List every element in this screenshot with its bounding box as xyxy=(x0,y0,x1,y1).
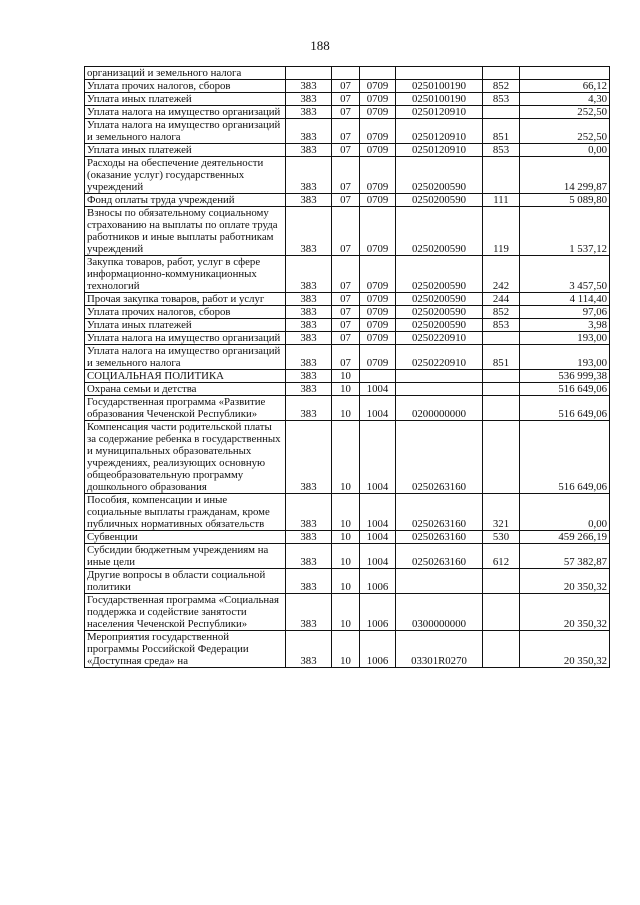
subsection-code-cell: 0709 xyxy=(360,293,396,306)
subsection-code-cell: 0709 xyxy=(360,80,396,93)
ministry-code-cell: 383 xyxy=(286,106,332,119)
amount-cell: 5 089,80 xyxy=(520,194,610,207)
row-name-cell: Субвенции xyxy=(85,531,286,544)
row-name-cell: Субсидии бюджетным учреждениям на иные цели xyxy=(85,544,286,569)
table-row xyxy=(85,332,610,345)
target-article-cell: 0250200590 xyxy=(396,319,483,332)
table-row xyxy=(85,396,610,421)
row-name-cell: Пособия, компенсации и иные социальные выплаты гражданам, кроме публичных нормативных обязательств xyxy=(85,494,286,531)
subsection-code-cell: 1004 xyxy=(360,531,396,544)
subsection-code-cell: 0709 xyxy=(360,207,396,256)
table-row xyxy=(85,207,610,256)
amount-cell: 459 266,19 xyxy=(520,531,610,544)
ministry-code-cell: 383 xyxy=(286,80,332,93)
section-code-cell: 07 xyxy=(332,144,360,157)
amount-cell: 14 299,87 xyxy=(520,157,610,194)
table-row xyxy=(85,80,610,93)
subsection-code-cell: 0709 xyxy=(360,256,396,293)
amount-cell xyxy=(520,67,610,80)
expense-type-cell xyxy=(483,594,520,631)
subsection-code-cell: 1004 xyxy=(360,396,396,421)
expense-type-cell: 242 xyxy=(483,256,520,293)
amount-cell: 193,00 xyxy=(520,332,610,345)
amount-cell: 66,12 xyxy=(520,80,610,93)
ministry-code-cell: 383 xyxy=(286,306,332,319)
expense-type-cell: 851 xyxy=(483,345,520,370)
table-row xyxy=(85,370,610,383)
expense-type-cell: 852 xyxy=(483,80,520,93)
section-code-cell: 10 xyxy=(332,370,360,383)
target-article-cell xyxy=(396,370,483,383)
ministry-code-cell: 383 xyxy=(286,93,332,106)
target-article-cell: 0250100190 xyxy=(396,93,483,106)
section-code-cell: 07 xyxy=(332,207,360,256)
section-code-cell: 10 xyxy=(332,544,360,569)
amount-cell: 4,30 xyxy=(520,93,610,106)
row-name-cell: Мероприятия государственной программы Российской Федерации «Доступная среда» на xyxy=(85,631,286,668)
budget-table xyxy=(84,66,610,668)
table-row xyxy=(85,569,610,594)
row-name-cell: Уплата прочих налогов, сборов xyxy=(85,306,286,319)
target-article-cell: 0250263160 xyxy=(396,494,483,531)
subsection-code-cell: 0709 xyxy=(360,93,396,106)
expense-type-cell: 612 xyxy=(483,544,520,569)
amount-cell: 0,00 xyxy=(520,144,610,157)
target-article-cell: 0250220910 xyxy=(396,345,483,370)
subsection-code-cell xyxy=(360,370,396,383)
expense-type-cell xyxy=(483,157,520,194)
ministry-code-cell: 383 xyxy=(286,370,332,383)
expense-type-cell xyxy=(483,106,520,119)
expense-type-cell xyxy=(483,396,520,421)
section-code-cell: 07 xyxy=(332,80,360,93)
row-name-cell: Фонд оплаты труда учреждений xyxy=(85,194,286,207)
amount-cell: 0,00 xyxy=(520,494,610,531)
subsection-code-cell: 0709 xyxy=(360,319,396,332)
expense-type-cell: 851 xyxy=(483,119,520,144)
subsection-code-cell: 1004 xyxy=(360,494,396,531)
target-article-cell: 0250263160 xyxy=(396,531,483,544)
subsection-code-cell: 0709 xyxy=(360,345,396,370)
subsection-code-cell: 1006 xyxy=(360,594,396,631)
target-article-cell xyxy=(396,67,483,80)
table-row xyxy=(85,319,610,332)
ministry-code-cell: 383 xyxy=(286,256,332,293)
ministry-code-cell: 383 xyxy=(286,544,332,569)
row-name-cell: Государственная программа «Развитие образования Чеченской Республики» xyxy=(85,396,286,421)
section-code-cell: 10 xyxy=(332,396,360,421)
table-row xyxy=(85,306,610,319)
amount-cell: 20 350,32 xyxy=(520,569,610,594)
target-article-cell xyxy=(396,383,483,396)
ministry-code-cell: 383 xyxy=(286,631,332,668)
section-code-cell: 07 xyxy=(332,256,360,293)
amount-cell: 252,50 xyxy=(520,119,610,144)
target-article-cell: 0250263160 xyxy=(396,544,483,569)
section-code-cell: 07 xyxy=(332,194,360,207)
target-article-cell: 0250120910 xyxy=(396,144,483,157)
expense-type-cell xyxy=(483,67,520,80)
amount-cell: 20 350,32 xyxy=(520,631,610,668)
table-row xyxy=(85,119,610,144)
row-name-cell: Прочая закупка товаров, работ и услуг xyxy=(85,293,286,306)
table-row xyxy=(85,157,610,194)
target-article-cell: 03301R0270 xyxy=(396,631,483,668)
row-name-cell: СОЦИАЛЬНАЯ ПОЛИТИКА xyxy=(85,370,286,383)
target-article-cell: 0300000000 xyxy=(396,594,483,631)
budget-table-body xyxy=(85,67,610,668)
expense-type-cell: 853 xyxy=(483,93,520,106)
subsection-code-cell: 0709 xyxy=(360,194,396,207)
ministry-code-cell: 383 xyxy=(286,421,332,494)
subsection-code-cell: 0709 xyxy=(360,157,396,194)
subsection-code-cell: 0709 xyxy=(360,106,396,119)
amount-cell: 97,06 xyxy=(520,306,610,319)
table-row xyxy=(85,106,610,119)
row-name-cell: Уплата прочих налогов, сборов xyxy=(85,80,286,93)
table-row xyxy=(85,421,610,494)
section-code-cell: 10 xyxy=(332,494,360,531)
amount-cell: 4 114,40 xyxy=(520,293,610,306)
row-name-cell: Уплата иных платежей xyxy=(85,319,286,332)
row-name-cell: Закупка товаров, работ, услуг в сфере информационно-коммуникационных технологий xyxy=(85,256,286,293)
ministry-code-cell: 383 xyxy=(286,396,332,421)
ministry-code-cell: 383 xyxy=(286,293,332,306)
section-code-cell: 07 xyxy=(332,106,360,119)
target-article-cell: 0250100190 xyxy=(396,80,483,93)
expense-type-cell xyxy=(483,631,520,668)
expense-type-cell xyxy=(483,569,520,594)
subsection-code-cell: 0709 xyxy=(360,332,396,345)
ministry-code-cell: 383 xyxy=(286,531,332,544)
section-code-cell: 07 xyxy=(332,332,360,345)
target-article-cell: 0200000000 xyxy=(396,396,483,421)
subsection-code-cell: 1006 xyxy=(360,569,396,594)
subsection-code-cell: 1004 xyxy=(360,383,396,396)
subsection-code-cell: 0709 xyxy=(360,306,396,319)
expense-type-cell: 111 xyxy=(483,194,520,207)
row-name-cell: Расходы на обеспечение деятельности (оказание услуг) государственных учреждений xyxy=(85,157,286,194)
section-code-cell: 07 xyxy=(332,157,360,194)
row-name-cell: Государственная программа «Социальная поддержка и содействие занятости населения Чеченской Республики» xyxy=(85,594,286,631)
row-name-cell: Уплата налога на имущество организаций и земельного налога xyxy=(85,345,286,370)
target-article-cell: 0250200590 xyxy=(396,157,483,194)
row-name-cell: Охрана семьи и детства xyxy=(85,383,286,396)
amount-cell: 57 382,87 xyxy=(520,544,610,569)
amount-cell: 1 537,12 xyxy=(520,207,610,256)
ministry-code-cell: 383 xyxy=(286,494,332,531)
table-row xyxy=(85,345,610,370)
ministry-code-cell: 383 xyxy=(286,383,332,396)
section-code-cell: 10 xyxy=(332,631,360,668)
amount-cell: 536 999,38 xyxy=(520,370,610,383)
ministry-code-cell: 383 xyxy=(286,144,332,157)
expense-type-cell xyxy=(483,332,520,345)
target-article-cell: 0250200590 xyxy=(396,194,483,207)
subsection-code-cell: 1004 xyxy=(360,544,396,569)
row-name-cell: Уплата налога на имущество организаций и земельного налога xyxy=(85,119,286,144)
row-name-cell: Другие вопросы в области социальной политики xyxy=(85,569,286,594)
expense-type-cell xyxy=(483,383,520,396)
amount-cell: 193,00 xyxy=(520,345,610,370)
expense-type-cell: 321 xyxy=(483,494,520,531)
table-row xyxy=(85,67,610,80)
ministry-code-cell: 383 xyxy=(286,594,332,631)
row-name-cell: Уплата налога на имущество организаций xyxy=(85,106,286,119)
ministry-code-cell: 383 xyxy=(286,332,332,345)
ministry-code-cell: 383 xyxy=(286,194,332,207)
amount-cell: 3 457,50 xyxy=(520,256,610,293)
table-row xyxy=(85,544,610,569)
expense-type-cell: 853 xyxy=(483,319,520,332)
section-code-cell: 07 xyxy=(332,119,360,144)
section-code-cell: 10 xyxy=(332,531,360,544)
expense-type-cell: 530 xyxy=(483,531,520,544)
target-article-cell: 0250120910 xyxy=(396,106,483,119)
subsection-code-cell: 0709 xyxy=(360,119,396,144)
section-code-cell: 10 xyxy=(332,569,360,594)
amount-cell: 20 350,32 xyxy=(520,594,610,631)
target-article-cell: 0250120910 xyxy=(396,119,483,144)
section-code-cell: 10 xyxy=(332,594,360,631)
table-row xyxy=(85,531,610,544)
subsection-code-cell: 1006 xyxy=(360,631,396,668)
subsection-code-cell xyxy=(360,67,396,80)
row-name-cell: Компенсация части родительской платы за содержание ребенка в государственных и муниципальных образовательных учреждениях, реализующих основную общеобразовательную программу дошкольного образования xyxy=(85,421,286,494)
target-article-cell xyxy=(396,569,483,594)
table-row xyxy=(85,256,610,293)
ministry-code-cell: 383 xyxy=(286,157,332,194)
expense-type-cell: 119 xyxy=(483,207,520,256)
row-name-cell: Уплата налога на имущество организаций xyxy=(85,332,286,345)
target-article-cell: 0250200590 xyxy=(396,207,483,256)
amount-cell: 516 649,06 xyxy=(520,421,610,494)
ministry-code-cell: 383 xyxy=(286,319,332,332)
target-article-cell: 0250200590 xyxy=(396,293,483,306)
section-code-cell: 07 xyxy=(332,93,360,106)
row-name-cell: Взносы по обязательному социальному страхованию на выплаты по оплате труда работников и иные выплаты работникам учреждений xyxy=(85,207,286,256)
expense-type-cell: 853 xyxy=(483,144,520,157)
section-code-cell: 07 xyxy=(332,345,360,370)
target-article-cell: 0250220910 xyxy=(396,332,483,345)
target-article-cell: 0250263160 xyxy=(396,421,483,494)
target-article-cell: 0250200590 xyxy=(396,306,483,319)
target-article-cell: 0250200590 xyxy=(396,256,483,293)
row-name-cell: организаций и земельного налога xyxy=(85,67,286,80)
ministry-code-cell: 383 xyxy=(286,345,332,370)
section-code-cell: 07 xyxy=(332,306,360,319)
expense-type-cell: 244 xyxy=(483,293,520,306)
ministry-code-cell: 383 xyxy=(286,207,332,256)
section-code-cell: 10 xyxy=(332,421,360,494)
table-row xyxy=(85,594,610,631)
expense-type-cell xyxy=(483,421,520,494)
section-code-cell: 07 xyxy=(332,293,360,306)
expense-type-cell xyxy=(483,370,520,383)
table-row xyxy=(85,383,610,396)
ministry-code-cell xyxy=(286,67,332,80)
amount-cell: 3,98 xyxy=(520,319,610,332)
table-row xyxy=(85,144,610,157)
row-name-cell: Уплата иных платежей xyxy=(85,144,286,157)
expense-type-cell: 852 xyxy=(483,306,520,319)
section-code-cell: 10 xyxy=(332,383,360,396)
subsection-code-cell: 1004 xyxy=(360,421,396,494)
row-name-cell: Уплата иных платежей xyxy=(85,93,286,106)
table-row xyxy=(85,293,610,306)
table-row xyxy=(85,494,610,531)
subsection-code-cell: 0709 xyxy=(360,144,396,157)
section-code-cell xyxy=(332,67,360,80)
page-number: 188 xyxy=(310,38,330,53)
amount-cell: 516 649,06 xyxy=(520,396,610,421)
ministry-code-cell: 383 xyxy=(286,119,332,144)
table-row xyxy=(85,194,610,207)
table-row xyxy=(85,631,610,668)
table-row xyxy=(85,93,610,106)
amount-cell: 516 649,06 xyxy=(520,383,610,396)
amount-cell: 252,50 xyxy=(520,106,610,119)
ministry-code-cell: 383 xyxy=(286,569,332,594)
section-code-cell: 07 xyxy=(332,319,360,332)
